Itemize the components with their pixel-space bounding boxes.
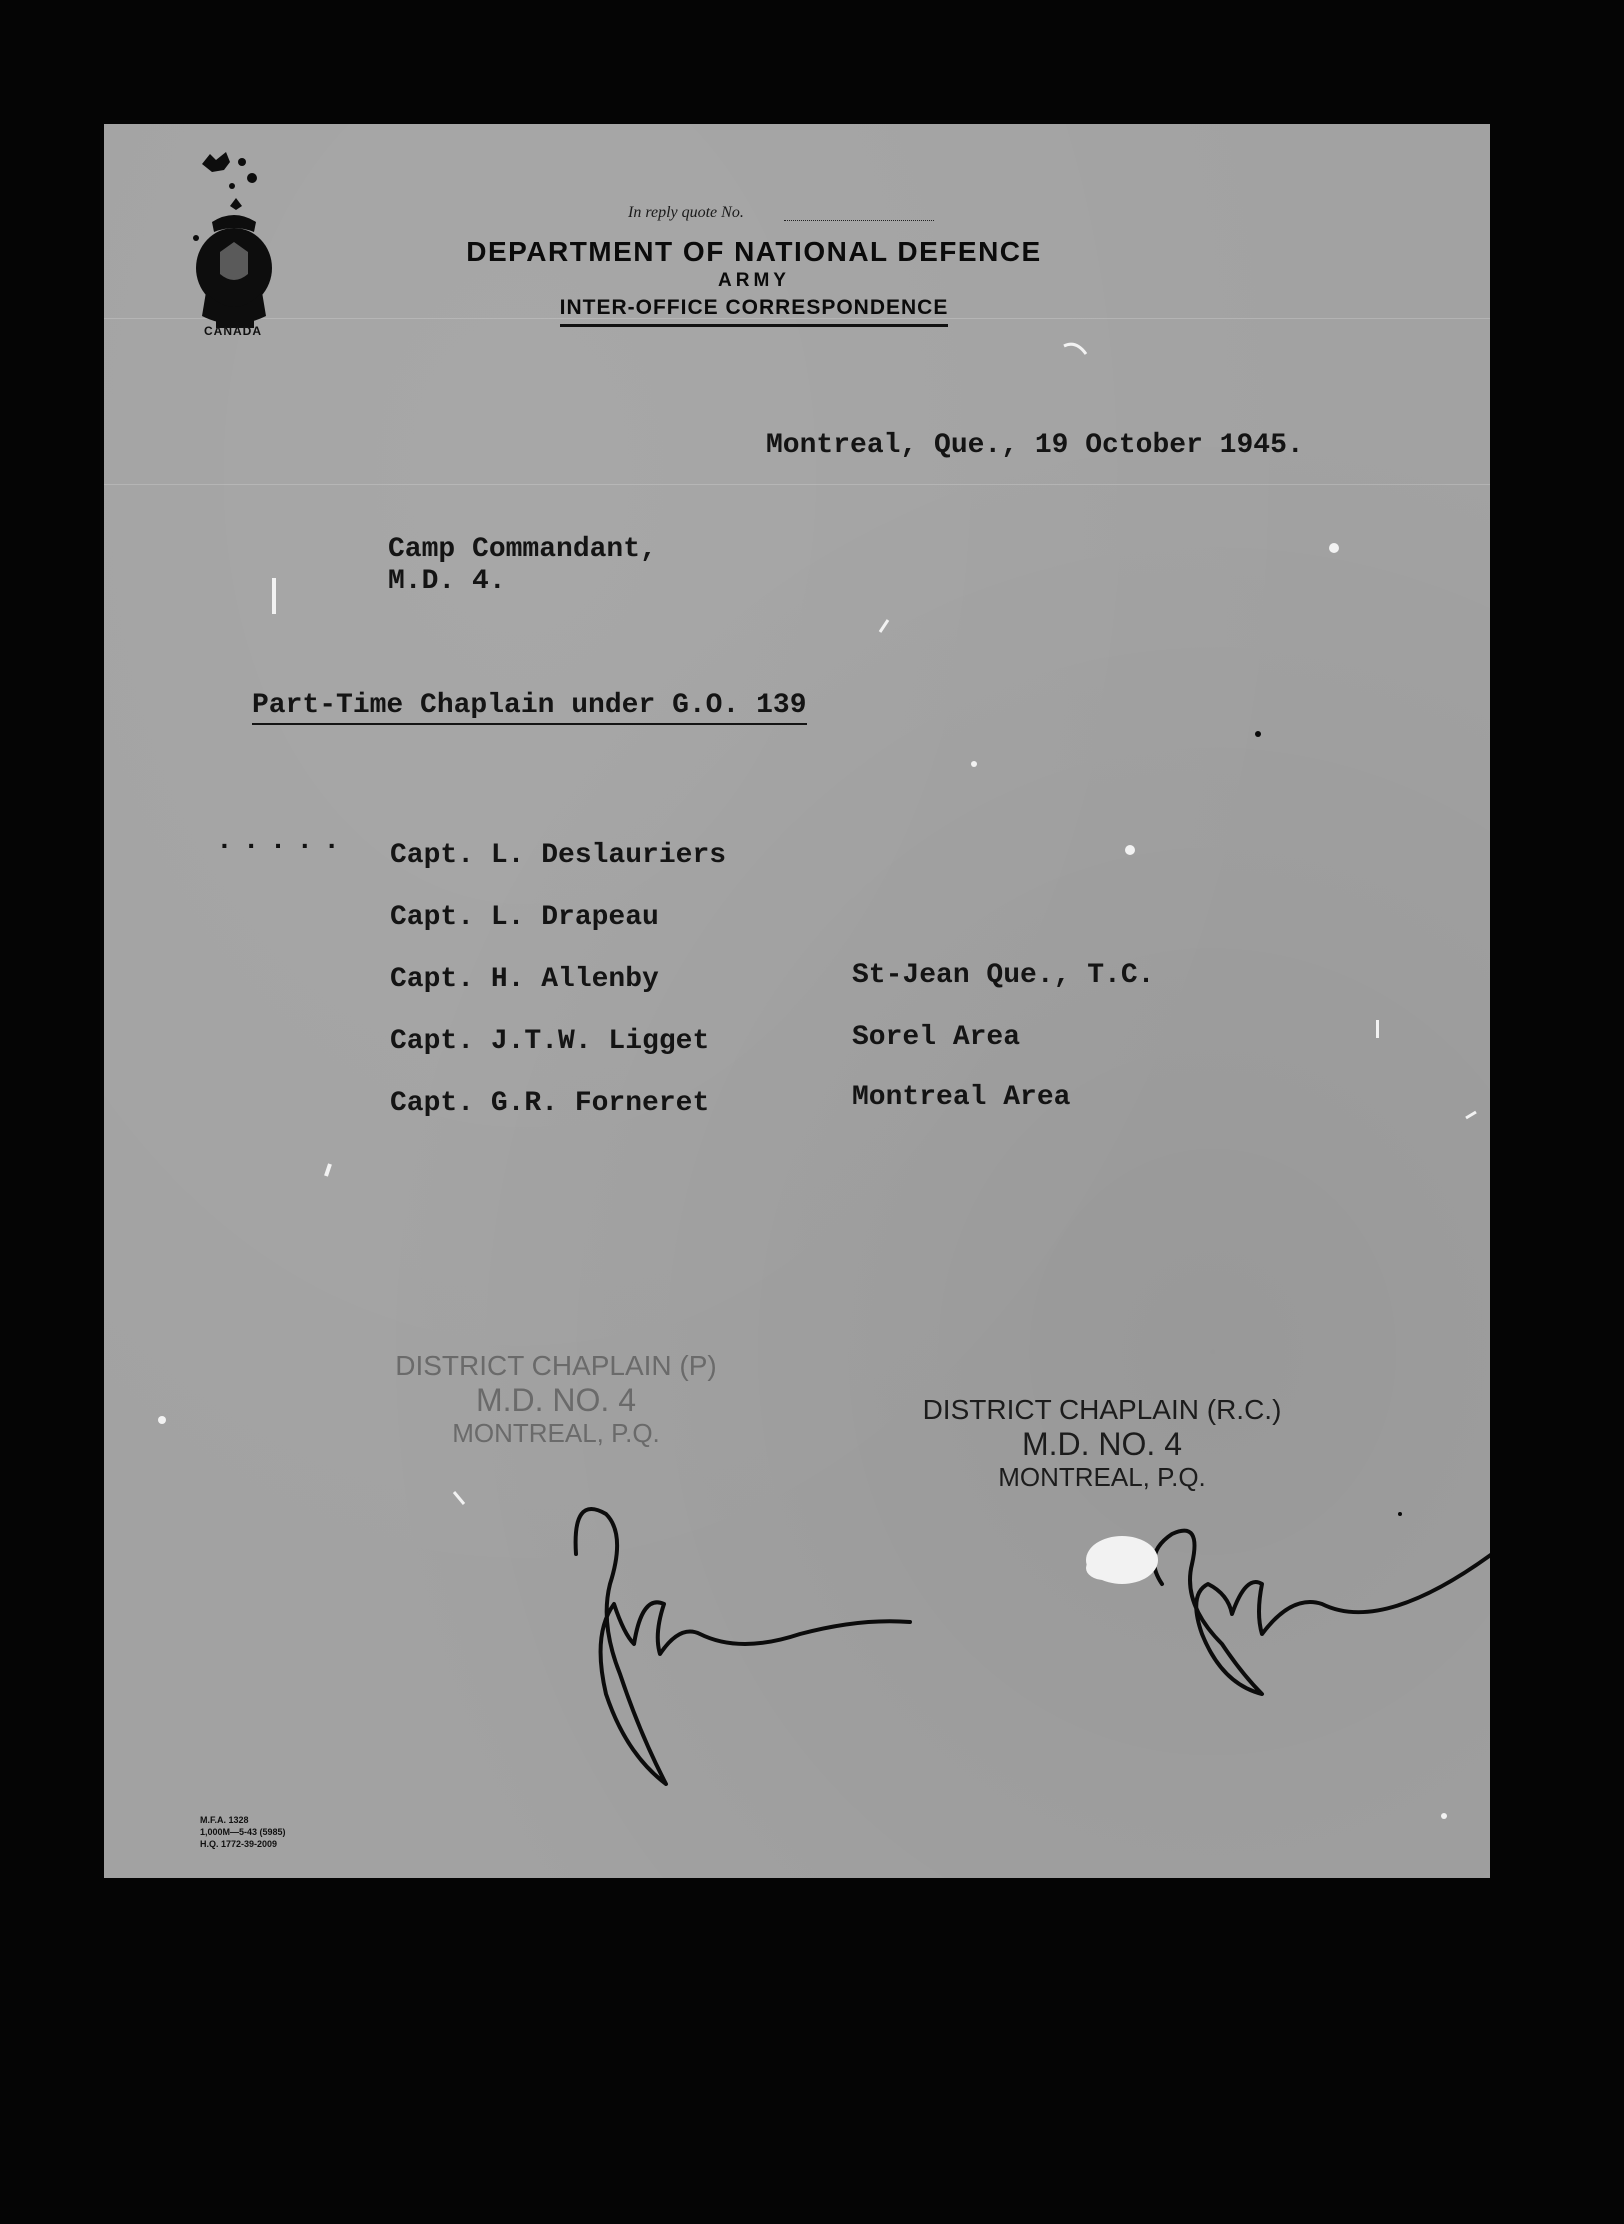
form-code-line: 1,000M—5-43 (5985) bbox=[200, 1827, 286, 1837]
chaplain-name: Capt. H. Allenby bbox=[390, 964, 659, 995]
chaplain-area: St-Jean Que., T.C. bbox=[852, 960, 1155, 991]
reply-number-blank bbox=[784, 220, 934, 221]
bullet-marks: ..... bbox=[216, 826, 351, 857]
signature-right bbox=[1104, 1474, 1490, 1774]
stamp-city: MONTREAL, P.Q. bbox=[452, 1417, 660, 1448]
district-chaplain-p-stamp bbox=[366, 1350, 746, 1449]
stamp-city: MONTREAL, P.Q. bbox=[998, 1461, 1206, 1492]
chaplain-area: Sorel Area bbox=[852, 1022, 1021, 1053]
chaplain-name: Capt. L. Drapeau bbox=[390, 902, 659, 933]
crest-label: CANADA bbox=[204, 324, 262, 338]
addressee-line-1: Camp Commandant, bbox=[388, 534, 657, 565]
stamp-title: DISTRICT CHAPLAIN (P) bbox=[395, 1350, 717, 1381]
fold-line bbox=[104, 484, 1490, 485]
addressee-line-2: M.D. 4. bbox=[388, 566, 506, 597]
stamp-district: M.D. NO. 4 bbox=[475, 1382, 636, 1419]
stamp-district: M.D. NO. 4 bbox=[1021, 1426, 1182, 1463]
chaplain-name: Capt. L. Deslauriers bbox=[390, 840, 727, 871]
form-code-line: H.Q. 1772-39-2009 bbox=[200, 1839, 278, 1849]
signature-left bbox=[564, 1484, 984, 1804]
subject-line: Part-Time Chaplain under G.O. 139 bbox=[252, 690, 807, 725]
form-code bbox=[200, 1814, 286, 1850]
chaplain-area: Montreal Area bbox=[852, 1082, 1071, 1113]
chaplain-name: Capt. J.T.W. Ligget bbox=[390, 1026, 710, 1057]
correspondence-type bbox=[404, 296, 1104, 327]
stamp-title: DISTRICT CHAPLAIN (R.C.) bbox=[922, 1394, 1282, 1425]
letter-page bbox=[104, 124, 1490, 1878]
correspondence-type-text: INTER-OFFICE CORRESPONDENCE bbox=[560, 296, 949, 327]
place-and-date: Montreal, Que., 19 October 1945. bbox=[766, 430, 1304, 461]
branch-label: ARMY bbox=[718, 270, 790, 291]
reply-quote-label: In reply quote No. bbox=[628, 204, 744, 221]
department-title: DEPARTMENT OF NATIONAL DEFENCE bbox=[466, 236, 1042, 267]
chaplain-name: Capt. G.R. Forneret bbox=[390, 1088, 710, 1119]
form-code-line: M.F.A. 1328 bbox=[200, 1815, 249, 1825]
